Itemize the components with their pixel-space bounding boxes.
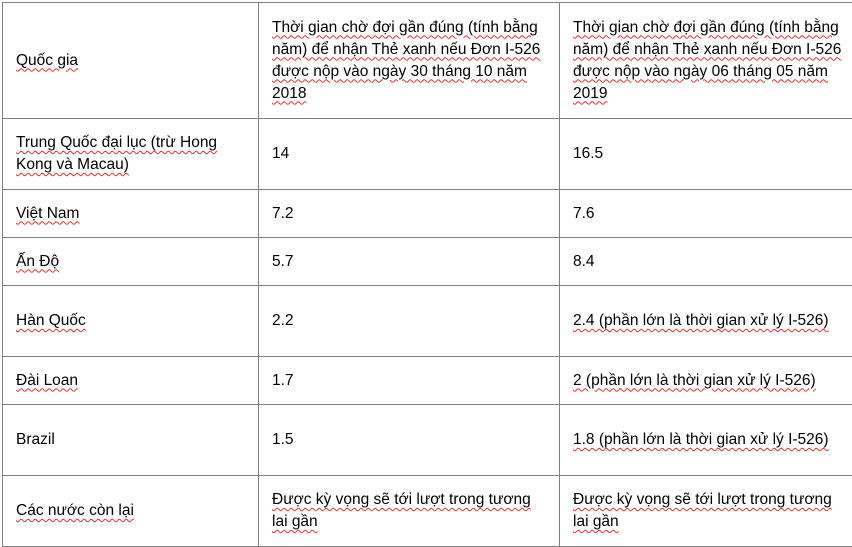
green-card-wait-table [2, 2, 852, 547]
table-row [3, 286, 852, 357]
wait-2019-cell: 8.4 [560, 238, 852, 286]
header-country: Quốc gia [3, 3, 259, 119]
table-row [3, 238, 852, 286]
country-cell: Ấn Độ [3, 238, 259, 286]
country-cell: Đài Loan [3, 357, 259, 405]
wait-2018-cell: Được kỳ vọng sẽ tới lượt trong tương lai gần [259, 476, 560, 547]
country-cell: Việt Nam [3, 190, 259, 238]
country-cell: Các nước còn lại [3, 476, 259, 547]
wait-2018-cell: 7.2 [259, 190, 560, 238]
table-row [3, 190, 852, 238]
country-cell: Hàn Quốc [3, 286, 259, 357]
wait-2019-cell: 16.5 [560, 119, 852, 190]
header-wait-2018: Thời gian chờ đợi gần đúng (tính bằng năm) để nhận Thẻ xanh nếu Đơn I-526 được nộp vào ngày 30 tháng 10 năm 2018 [259, 3, 560, 119]
table-row [3, 405, 852, 476]
wait-2019-cell: 2.4 (phần lớn là thời gian xử lý I-526) [560, 286, 852, 357]
wait-2019-cell: Được kỳ vọng sẽ tới lượt trong tương lai gần [560, 476, 852, 547]
wait-2018-cell: 2.2 [259, 286, 560, 357]
wait-2019-cell: 2 (phần lớn là thời gian xử lý I-526) [560, 357, 852, 405]
wait-2019-cell: 7.6 [560, 190, 852, 238]
table-row [3, 119, 852, 190]
country-cell: Trung Quốc đại lục (trừ Hong Kong và Macau) [3, 119, 259, 190]
wait-2018-cell: 5.7 [259, 238, 560, 286]
table-row [3, 357, 852, 405]
wait-2018-cell: 14 [259, 119, 560, 190]
table-row [3, 476, 852, 547]
header-wait-2019: Thời gian chờ đợi gần đúng (tính bằng năm) để nhận Thẻ xanh nếu Đơn I-526 được nộp vào ngày 06 tháng 05 năm 2019 [560, 3, 852, 119]
wait-2018-cell: 1.5 [259, 405, 560, 476]
country-cell: Brazil [3, 405, 259, 476]
wait-2019-cell: 1.8 (phần lớn là thời gian xử lý I-526) [560, 405, 852, 476]
wait-2018-cell: 1.7 [259, 357, 560, 405]
table-header-row [3, 3, 852, 119]
